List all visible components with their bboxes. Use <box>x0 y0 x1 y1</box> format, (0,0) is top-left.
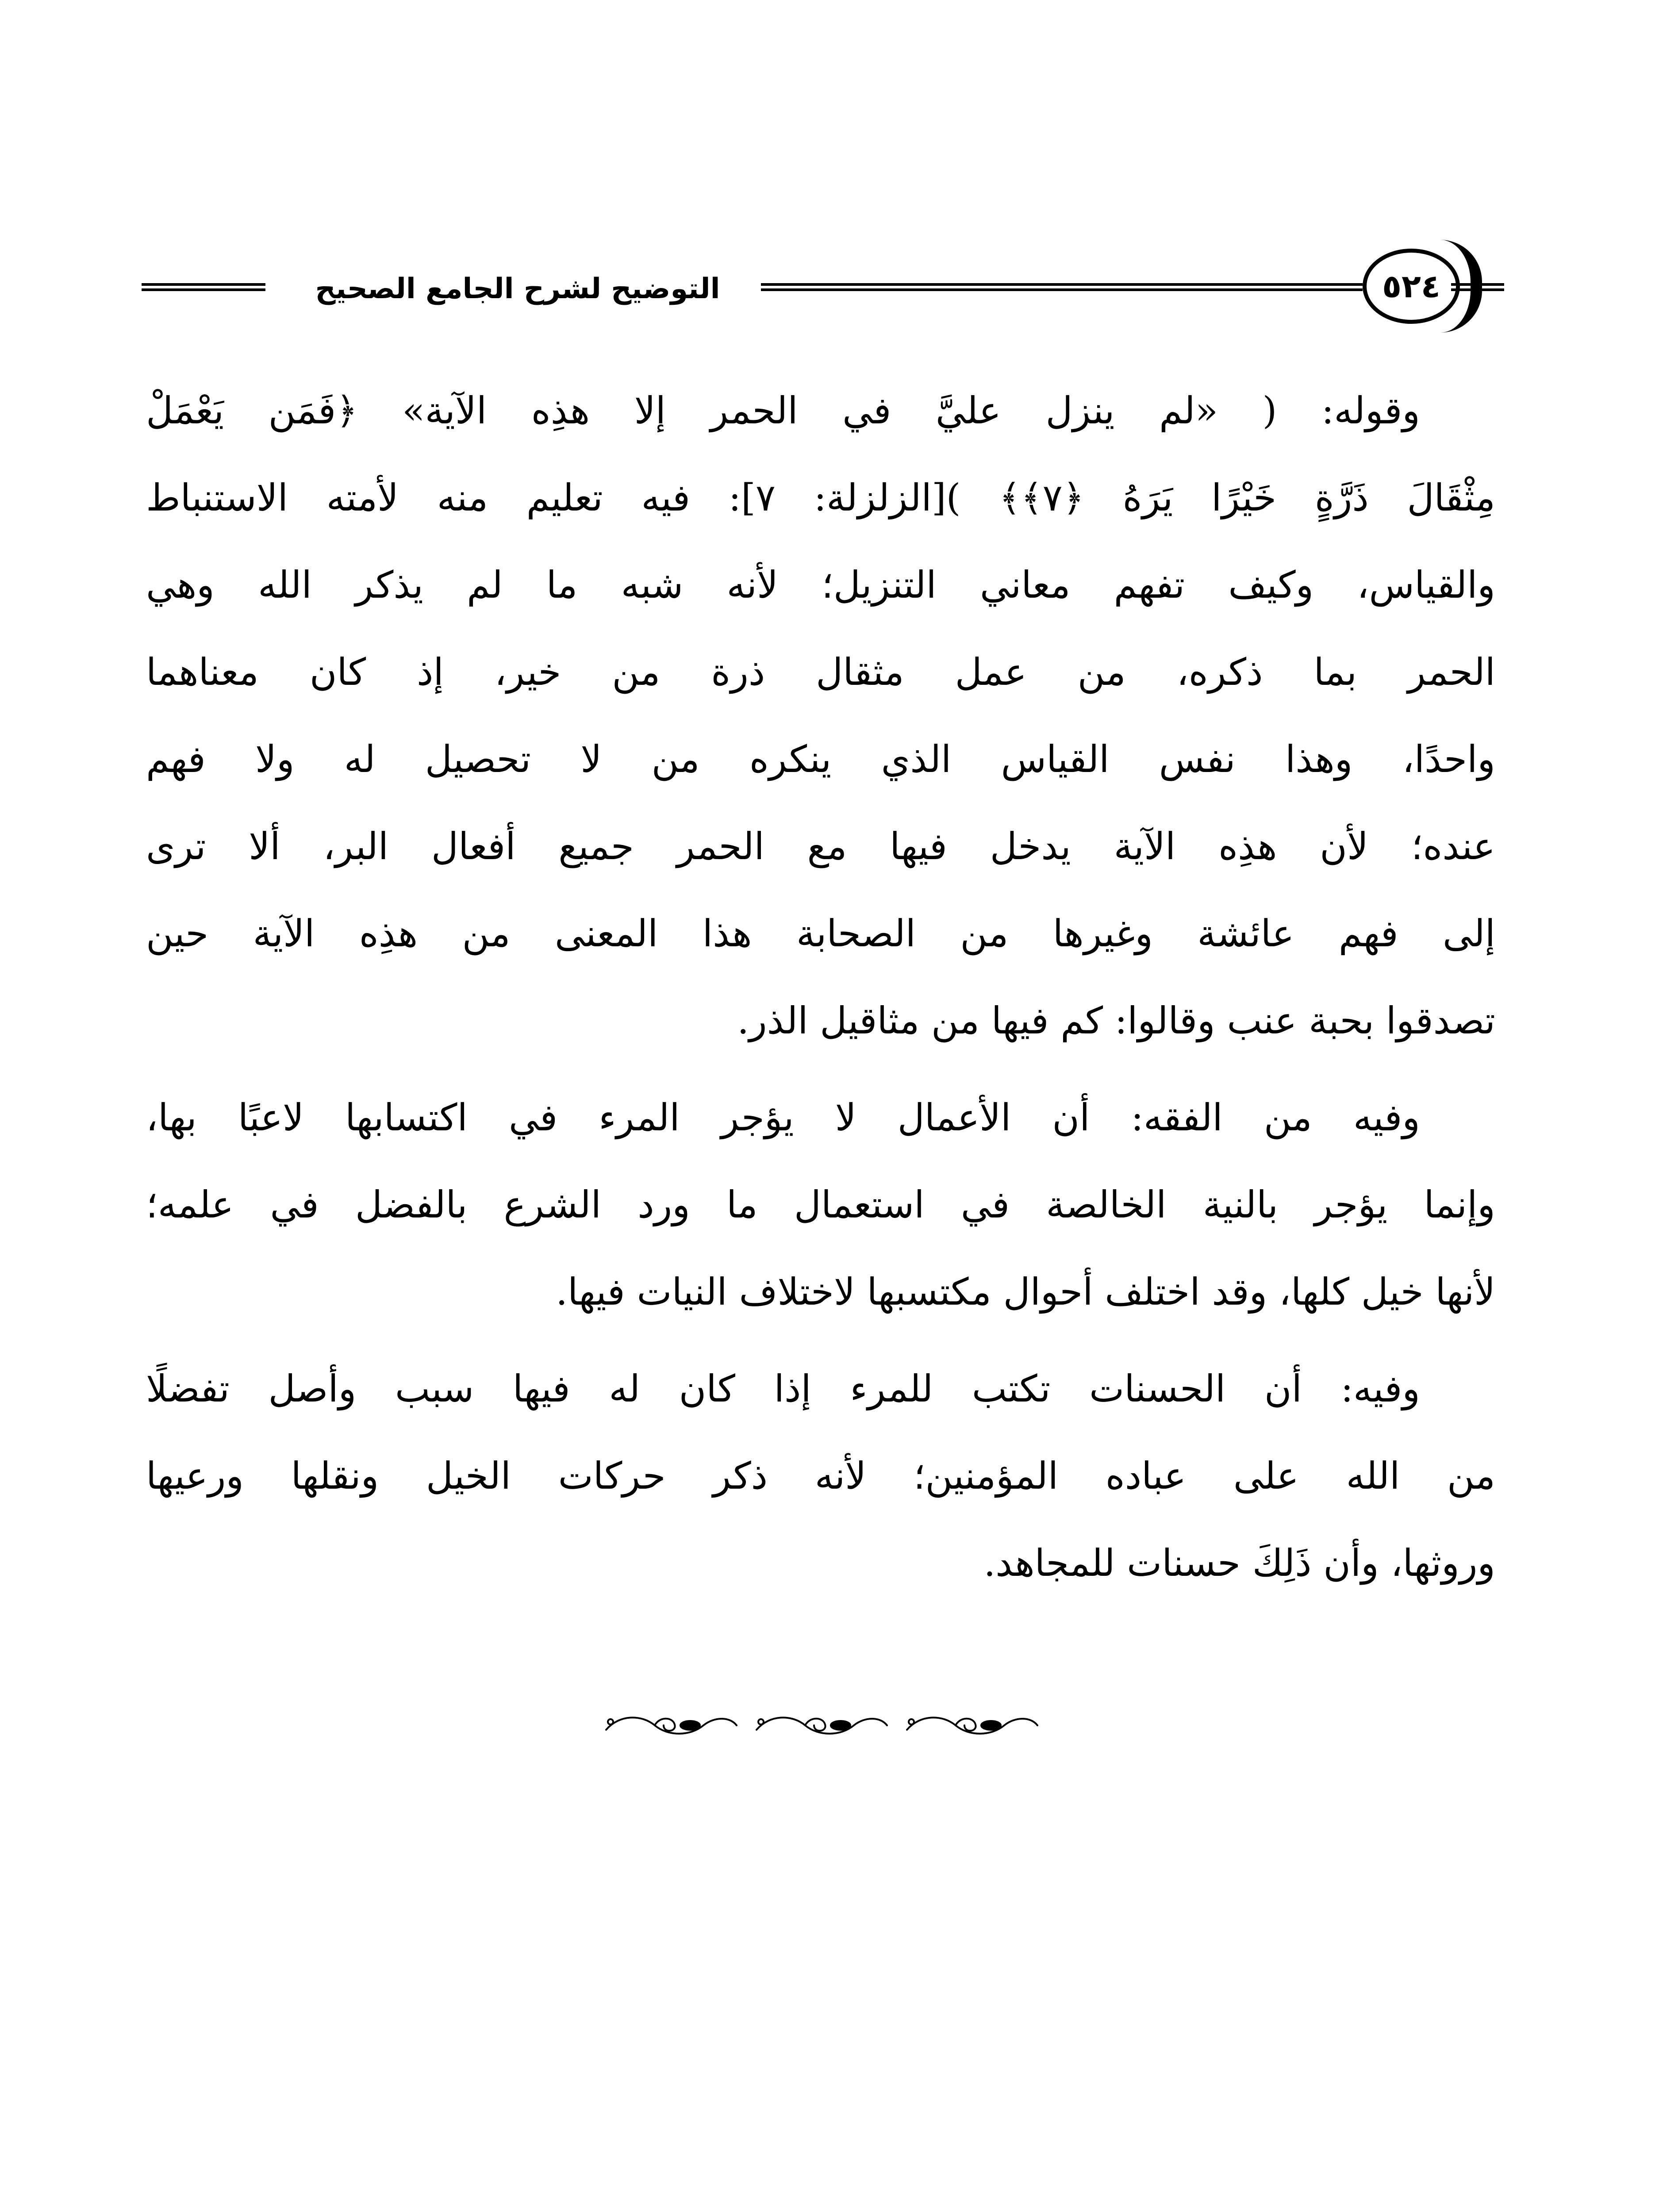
text-line: تصدقوا بحبة عنب وقالوا: كم فيها من مثاقيل الذر. <box>737 999 1495 1042</box>
paragraph-1 <box>146 367 1495 1064</box>
text-line: وإنما يؤجر بالنية الخالصة في استعمال ما ورد الشرع بالفضل في علمه؛ <box>146 1183 1495 1226</box>
text-line: وفيه: أن الحسنات تكتب للمرء إذا كان له فيها سبب وأصل تفضلًا <box>146 1367 1420 1410</box>
paragraph-3 <box>146 1345 1495 1607</box>
text-line: مِثْقَالَ ذَرَّةٍ خَيْرًا يَرَهُ ﴿٧﴾﴾ )[الزلزلة: ٧]: فيه تعليم منه لأمته الاستنباط <box>146 476 1495 519</box>
header-rule-left <box>142 283 265 291</box>
text-line: وروثها، وأن ذَلِكَ حسنات للمجاهد. <box>983 1541 1495 1585</box>
page-header <box>142 239 1495 336</box>
text-line: عنده؛ لأن هذِه الآية يدخل فيها مع الحمر جميع أفعال البر، ألا ترى <box>146 825 1495 868</box>
main-text <box>146 367 1495 1617</box>
floral-divider-segment <box>606 1717 737 1733</box>
header-rule-middle <box>761 283 1363 291</box>
floral-divider-segment <box>907 1717 1037 1733</box>
running-title: التوضيح لشرح الجامع الصحيح <box>315 273 720 305</box>
text-line: إلى فهم عائشة وغيرها من الصحابة هذا المعنى من هذِه الآية حين <box>146 912 1495 955</box>
text-line: وفيه من الفقه: أن الأعمال لا يؤجر المرء في اكتسابها لاعبًا بها، <box>146 1096 1420 1139</box>
text-line: وقوله: ( «لم ينزل عليَّ في الحمر إلا هذِه الآية» ﴿فَمَن يَعْمَلْ <box>146 389 1420 432</box>
text-line: والقياس، وكيف تفهم معاني التنزيل؛ لأنه شبه ما لم يذكر الله وهي <box>146 563 1495 607</box>
floral-divider-icon <box>602 1712 1044 1739</box>
floral-divider-segment <box>757 1717 887 1733</box>
header-rule-right <box>1451 283 1504 291</box>
floral-divider-graphic <box>602 1712 1044 1739</box>
text-line: من الله على عباده المؤمنين؛ لأنه ذكر حركات الخيل ونقلها ورعيها <box>146 1454 1495 1498</box>
page-number-badge: ٥٢٤ <box>1363 249 1460 324</box>
text-line: لأنها خيل كلها، وقد اختلف أحوال مكتسبها لاختلاف النيات فيها. <box>556 1270 1495 1313</box>
text-line: الحمر بما ذكره، من عمل مثقال ذرة من خير، إذ كان معناهما <box>146 650 1495 694</box>
text-line: واحدًا، وهذا نفس القياس الذي ينكره من لا تحصيل له ولا فهم <box>146 737 1495 781</box>
paragraph-2 <box>146 1074 1495 1336</box>
